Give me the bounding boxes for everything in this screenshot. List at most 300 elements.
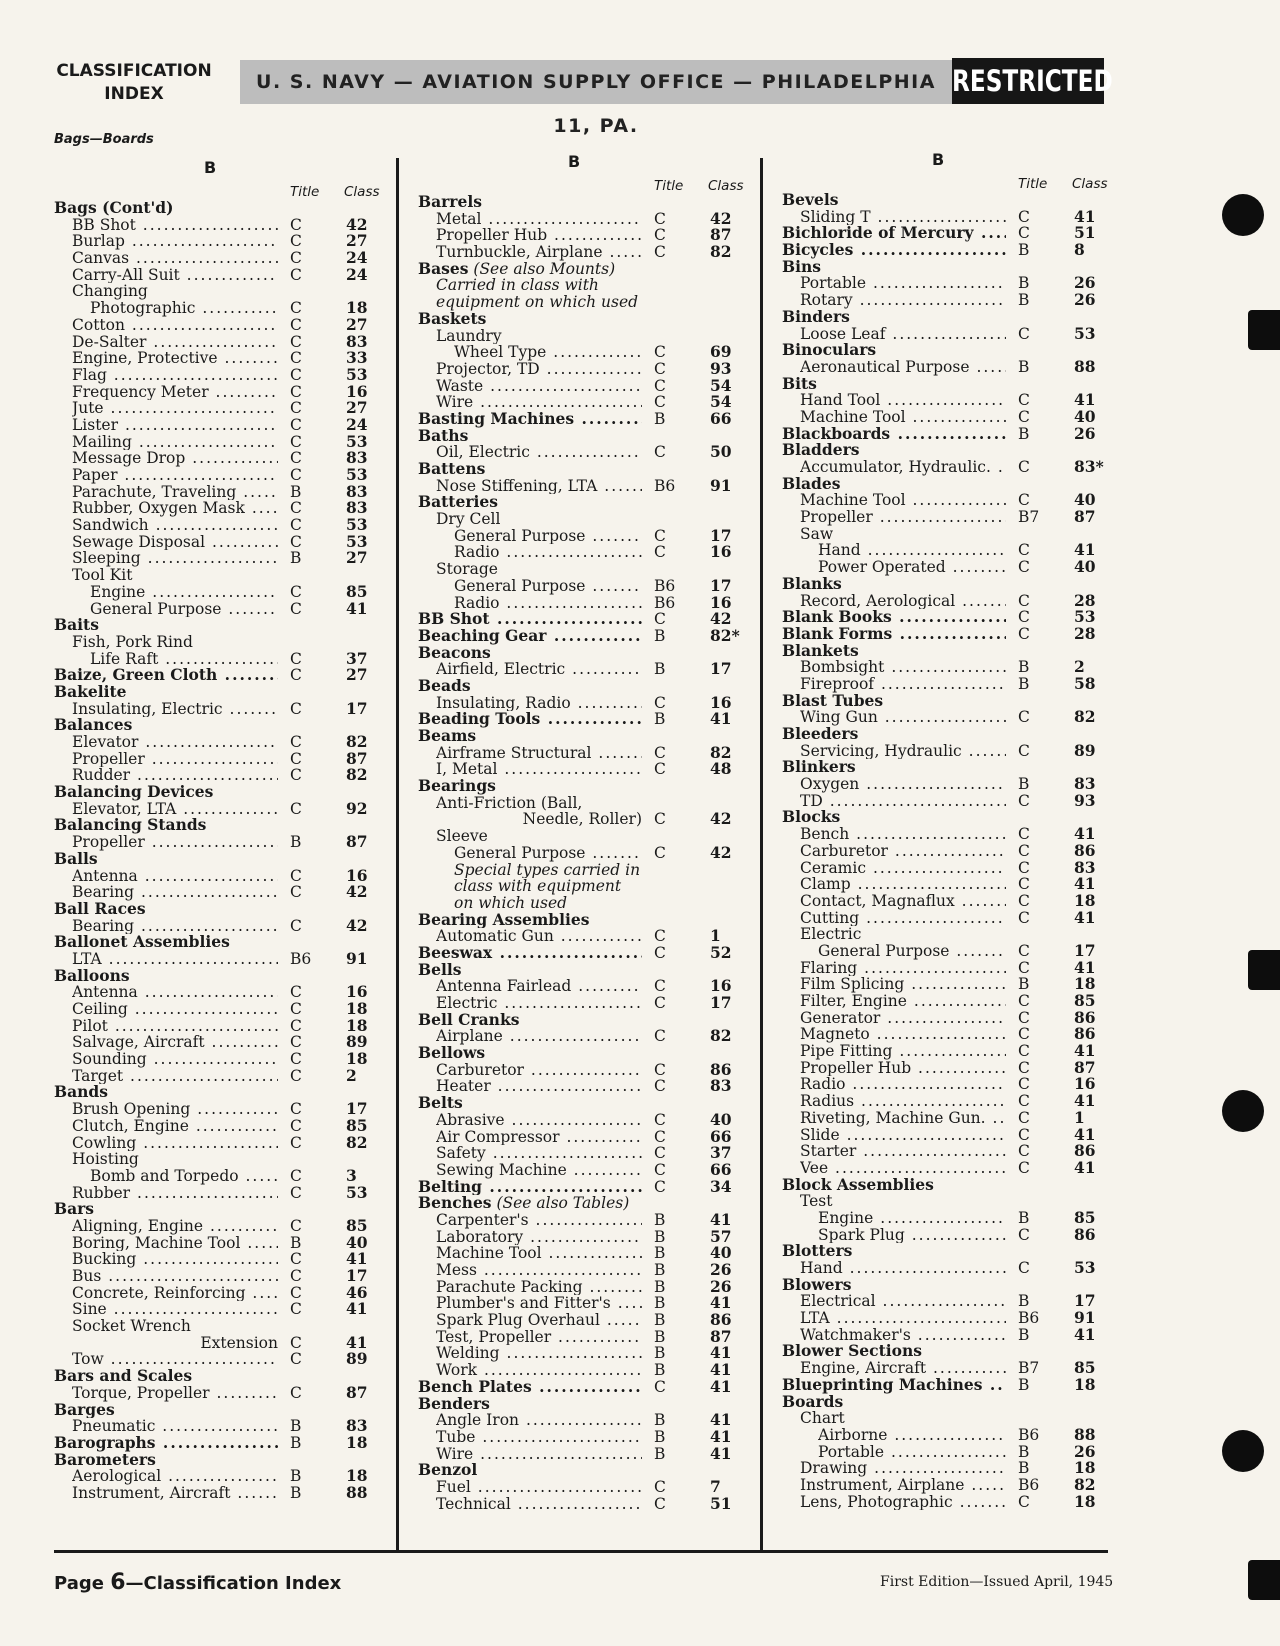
entry-name: [782, 726, 1112, 743]
column-letter: B: [204, 158, 217, 177]
entry-name: [72, 1018, 278, 1035]
entry-name: [72, 217, 278, 234]
entry-title-code: C: [1018, 891, 1030, 910]
entry-class-number: 27: [346, 548, 368, 568]
entry-text: equipment on which used: [436, 294, 639, 311]
entry-title-code: B: [290, 833, 302, 852]
entry-title-code: C: [290, 1250, 302, 1269]
entry-title-code: C: [1018, 1058, 1030, 1077]
entry-text: Accumulator, Hydraulic.: [800, 459, 991, 476]
entry-title-code: B: [654, 1311, 666, 1330]
entry-text: Elevator: [72, 734, 139, 751]
entry-text: Baths: [418, 427, 469, 445]
entry-name: [436, 444, 642, 461]
entry-text: Barometers: [54, 1451, 156, 1469]
entry-class-number: 54: [710, 392, 732, 412]
binder-notch: [1248, 1560, 1280, 1600]
entry-text: Beading Tools: [418, 711, 541, 729]
entry-class-number: 24: [346, 264, 368, 284]
entry-class-number: 40: [1074, 557, 1096, 577]
entry-text: Dry Cell: [436, 511, 501, 528]
entry-text: Chart: [800, 1410, 845, 1427]
entry-text: Pilot: [72, 1017, 108, 1035]
entry-text: Clamp: [800, 876, 851, 893]
entry-title-code: C: [290, 1183, 302, 1202]
entry-class-number: 92: [346, 798, 368, 818]
entry-text: Bars: [54, 1201, 95, 1218]
entry-title-code: C: [654, 977, 666, 996]
entry-title-code: C: [654, 760, 666, 779]
entry-class-number: 41: [346, 1299, 368, 1319]
entry-class-number: 87: [710, 225, 732, 245]
entry-text: Insulating, Radio: [436, 694, 571, 712]
entry-text: Insulating, Electric: [72, 700, 223, 718]
entry-name: [454, 845, 642, 862]
entry-text: Waste: [436, 377, 484, 395]
entry-text: Balancing Stands: [54, 817, 207, 835]
entry-class-number: 50: [710, 442, 732, 462]
entry-name: [418, 1012, 748, 1029]
entry-text: BB Shot: [418, 611, 490, 628]
entry-title-code: C: [290, 365, 302, 384]
entry-name: [436, 244, 642, 261]
entry-name: [72, 334, 278, 351]
entry-class-number: 53: [346, 431, 368, 451]
entry-class-number: 85: [346, 1215, 368, 1235]
entry-text: Salvage, Aircraft: [72, 1034, 205, 1052]
page-word: Page: [54, 1573, 104, 1594]
index-heading: [48, 60, 220, 106]
entry-title-code: B: [290, 482, 302, 501]
entry-text: Boring, Machine Tool: [72, 1234, 241, 1252]
entry-class-number: 17: [710, 993, 732, 1012]
entry-name: [454, 544, 642, 561]
entry-name: [436, 695, 642, 712]
entry-class-number: 26: [710, 1260, 732, 1279]
entry-name: [72, 1418, 278, 1435]
entry-name: [800, 593, 1006, 610]
entry-text: Cutting: [800, 909, 860, 927]
entry-title-code: C: [1018, 407, 1030, 426]
entry-text: Electric: [436, 995, 498, 1012]
entry-text: Barrels: [418, 194, 482, 211]
entry-text: Sandwich: [72, 517, 149, 534]
entry-name: [90, 651, 278, 668]
entry-name: [72, 1485, 278, 1502]
entry-class-number: 16: [710, 692, 732, 712]
entry-name: [800, 743, 1006, 760]
entry-title-code: C: [654, 1110, 666, 1129]
entry-title-code: C: [654, 243, 666, 262]
entry-class-number: 83: [1074, 857, 1096, 877]
entry-name: [418, 428, 748, 445]
entry-name: [72, 801, 278, 818]
entry-name: [72, 701, 278, 718]
entry-name: [72, 1301, 278, 1318]
entry-title-code: C: [654, 1077, 666, 1096]
entry-title-code: C: [290, 1300, 302, 1319]
entry-class-number: 18: [346, 1432, 368, 1452]
entry-text: Socket Wrench: [72, 1318, 191, 1335]
entry-text: Riveting, Machine Gun.: [800, 1109, 986, 1127]
entry-text: Sewing Machine: [436, 1161, 567, 1179]
entry-text: Instrument, Aircraft: [72, 1484, 231, 1502]
entry-class-number: 18: [1074, 974, 1096, 994]
entry-name: [72, 384, 278, 401]
entry-title-code: B6: [290, 949, 312, 968]
entry-class-number: 24: [346, 414, 368, 434]
entry-title-code: C: [290, 499, 302, 518]
entry-class-number: 83: [346, 1416, 368, 1436]
entry-title-code: C: [290, 516, 302, 535]
entry-class-number: 53: [1074, 1258, 1096, 1277]
entry-class-number: 41: [1074, 957, 1096, 977]
entry-title-code: C: [1018, 941, 1030, 960]
entry-text: Beams: [418, 728, 477, 745]
entry-text: Starter: [800, 1143, 857, 1160]
entry-text: Bladders: [782, 442, 860, 460]
entry-text: Life Raft: [90, 650, 159, 668]
entry-name: [436, 561, 748, 578]
entry-title-code: B: [1018, 1442, 1030, 1461]
entry-title-code: C: [290, 916, 302, 935]
entry-text: Aligning, Engine: [72, 1217, 204, 1235]
entry-class-number: 86: [710, 1310, 732, 1330]
entry-title-code: C: [1018, 1042, 1030, 1061]
entry-text: Spark Plug Overhaul: [436, 1312, 600, 1329]
entry-class-number: 83*: [1074, 457, 1104, 476]
entry-text: Brush Opening: [72, 1101, 191, 1118]
entry-text: Bevels: [782, 192, 839, 209]
entry-text: Loose Leaf: [800, 325, 886, 343]
entry-name: [72, 250, 278, 267]
entry-title-code: C: [654, 927, 666, 946]
entry-class-number: 41: [710, 1426, 732, 1446]
entry-text: Bearings: [418, 778, 496, 795]
entry-title-code: B: [1018, 975, 1030, 994]
entry-title-code: B: [654, 1411, 666, 1430]
entry-name: [454, 895, 748, 912]
entry-text: Sleeve: [436, 828, 488, 845]
entry-name: [72, 868, 278, 885]
entry-name: [800, 893, 1006, 910]
entry-title-code: B: [654, 626, 666, 645]
title-header: Title: [654, 178, 684, 194]
entry-name: [800, 1477, 1006, 1494]
entry-text: Radio: [454, 594, 500, 612]
entry-name: [818, 1427, 1006, 1444]
entry-name: [72, 367, 278, 384]
entry-text: Ball Races: [54, 900, 146, 918]
entry-title-code: C: [290, 299, 302, 318]
entry-text: Test: [800, 1193, 833, 1210]
entry-class-number: 57: [710, 1226, 732, 1246]
entry-name: [436, 378, 642, 395]
entry-class-number: 26: [1074, 290, 1096, 310]
entry-text: Bench: [800, 826, 850, 843]
entry-name: [54, 684, 384, 701]
entry-title-code: C: [290, 1283, 302, 1302]
entry-title-code: C: [290, 232, 302, 251]
entry-title-code: C: [654, 393, 666, 412]
entry-class-number: 42: [346, 214, 368, 234]
entry-name: [782, 225, 1006, 242]
entry-title-code: B: [1018, 1375, 1030, 1394]
entry-text: Pneumatic: [72, 1418, 156, 1435]
entry-text: Beeswax: [418, 944, 493, 962]
entry-text: Carried in class with: [436, 277, 599, 295]
entry-class-number: 41: [710, 1209, 732, 1229]
entry-name: [800, 326, 1006, 343]
entry-text: Hoisting: [72, 1151, 139, 1168]
entry-text: Filter, Engine: [800, 993, 907, 1010]
entry-name: [418, 1195, 748, 1212]
entry-title-code: C: [290, 249, 302, 268]
entry-class-number: 7: [710, 1476, 721, 1496]
entry-text: Belts: [418, 1095, 463, 1112]
entry-text: Slide: [800, 1126, 840, 1144]
entry-text: Blueprinting Machines: [782, 1376, 983, 1394]
entry-name: [436, 227, 642, 244]
entry-name: [90, 300, 278, 317]
entry-text: Vee: [800, 1159, 829, 1177]
entry-text: Carpenter's: [436, 1211, 529, 1229]
entry-name: [800, 1360, 1006, 1377]
entry-text: Bus: [72, 1268, 102, 1285]
entry-text: Instrument, Airplane: [800, 1476, 965, 1494]
entry-name: [436, 661, 642, 678]
entry-title-code: B6: [654, 593, 676, 612]
entry-name: [454, 528, 642, 545]
entry-text: Anti-Friction (Ball,: [436, 794, 583, 812]
entry-name: [418, 1396, 748, 1413]
entry-name: [782, 1277, 1112, 1294]
entry-class-number: 40: [710, 1243, 732, 1263]
entry-title-code: C: [290, 1216, 302, 1235]
entry-title-code: B6: [1018, 1475, 1040, 1494]
entry-name: [436, 1412, 642, 1429]
cross-reference: (See also Mounts): [468, 260, 616, 278]
entry-class-number: 53: [346, 531, 368, 551]
entry-name: [72, 550, 278, 567]
agency-banner: U. S. NAVY — AVIATION SUPPLY OFFICE — PHILADELPHIA 11, PA.: [240, 60, 952, 104]
entry-class-number: 18: [346, 1049, 368, 1069]
entry-name: [418, 461, 748, 478]
entry-title-code: B: [654, 710, 666, 729]
entry-text: Boards: [782, 1393, 844, 1411]
entry-name: [90, 1168, 278, 1185]
entry-text: Electric: [800, 926, 862, 943]
entry-name: [418, 728, 748, 745]
entry-text: Aerological: [72, 1468, 162, 1485]
entry-text: Benches: [418, 1195, 492, 1212]
entry-name: [436, 1446, 642, 1463]
binder-hole: [1222, 194, 1264, 236]
entry-name: [800, 776, 1006, 793]
entry-title-code: C: [1018, 1225, 1030, 1244]
entry-title-code: C: [1018, 491, 1030, 510]
entry-name: [454, 344, 642, 361]
entry-class-number: 26: [1074, 423, 1096, 443]
entry-text: Parachute Packing: [436, 1278, 583, 1296]
entry-name: [72, 517, 278, 534]
entry-text: Laundry: [436, 327, 502, 345]
entry-text: Torque, Propeller: [72, 1384, 210, 1402]
entry-text: Propeller: [72, 750, 145, 768]
entry-text: Changing: [72, 283, 148, 301]
entry-text: Blinkers: [782, 759, 856, 777]
entry-text: Paper: [72, 467, 118, 484]
entry-name: [818, 559, 1006, 576]
entry-title-code: C: [1018, 1025, 1030, 1044]
entry-class-number: 16: [710, 592, 732, 612]
entry-class-number: 1: [710, 926, 721, 946]
entry-title-code: B: [290, 1483, 302, 1502]
entry-title-code: C: [290, 699, 302, 718]
entry-title-code: B: [1018, 241, 1030, 260]
entry-name: [72, 417, 278, 434]
entry-title-code: B: [1018, 775, 1030, 794]
entry-text: Hand: [818, 542, 861, 560]
entry-class-number: 85: [1074, 1358, 1096, 1378]
entry-name: [72, 1068, 278, 1085]
entry-class-number: 41: [1074, 206, 1096, 226]
entry-text: Power Operated: [818, 559, 946, 576]
entry-class-number: 93: [1074, 790, 1096, 810]
entry-name: [800, 1010, 1006, 1027]
entry-name: [436, 294, 748, 311]
entry-text: Carry-All Suit: [72, 266, 180, 284]
entry-name: [54, 667, 278, 684]
entry-class-number: 18: [1074, 1374, 1096, 1394]
entry-name: [436, 361, 642, 378]
entry-name: [418, 411, 642, 428]
entry-title-code: B: [654, 1361, 666, 1380]
entry-class-number: 83: [346, 498, 368, 518]
entry-text: Aeronautical Purpose: [800, 358, 970, 376]
entry-class-number: 28: [1074, 623, 1096, 643]
entry-title-code: C: [290, 1166, 302, 1185]
entry-class-number: 42: [710, 609, 732, 629]
entry-text: Elevator, LTA: [72, 800, 177, 818]
entry-text: Airplane: [436, 1028, 503, 1046]
entry-text: Lens, Photographic: [800, 1493, 953, 1511]
page-num: 6: [110, 1570, 126, 1595]
entry-name: [436, 211, 642, 228]
entry-text: Lister: [72, 416, 119, 434]
entry-name: [800, 526, 1112, 543]
entry-name: [72, 233, 278, 250]
entry-name: [436, 1345, 642, 1362]
entry-name: [436, 1162, 642, 1179]
entry-text: Air Compressor: [436, 1128, 560, 1146]
column-divider-1: [396, 158, 399, 1550]
entry-class-number: 91: [1074, 1308, 1096, 1328]
entry-text: Test, Propeller: [436, 1328, 552, 1346]
entry-title-code: C: [654, 1494, 666, 1513]
entry-text: Bellows: [418, 1045, 486, 1062]
entry-title-code: C: [654, 1160, 666, 1179]
entry-text: Rubber: [72, 1184, 131, 1202]
entry-class-number: 16: [346, 982, 368, 1002]
entry-text: Portable: [800, 275, 867, 293]
entry-name: [800, 1043, 1006, 1060]
entry-class-number: 86: [710, 1059, 732, 1079]
entry-text: Bombsight: [800, 659, 885, 676]
entry-name: [800, 993, 1006, 1010]
entry-name: [436, 1112, 642, 1129]
entry-class-number: 18: [346, 1466, 368, 1486]
entry-text: Blocks: [782, 809, 841, 827]
entry-title-code: C: [1018, 1158, 1030, 1177]
entry-name: [72, 918, 278, 935]
entry-text: Abrasive: [436, 1111, 505, 1129]
page-range: Bags—Boards: [54, 132, 154, 147]
entry-name: [436, 1062, 642, 1079]
entry-name: [72, 500, 278, 517]
entry-text: Rudder: [72, 767, 131, 785]
entry-name: [72, 1118, 278, 1135]
entry-text: Welding: [436, 1345, 500, 1363]
entry-title-code: C: [1018, 224, 1030, 243]
entry-class-number: 83: [710, 1076, 732, 1096]
entry-text: Burlap: [72, 233, 125, 251]
entry-name: [94, 1335, 278, 1352]
entry-text: Blowers: [782, 1276, 852, 1294]
entry-name: [54, 968, 384, 985]
entry-text: Blower Sections: [782, 1343, 922, 1361]
entry-class-number: 87: [346, 832, 368, 852]
entry-text: Canvas: [72, 250, 130, 267]
entry-text: Sounding: [72, 1051, 147, 1068]
entry-text: General Purpose: [90, 600, 222, 618]
entry-title-code: B: [1018, 1208, 1030, 1227]
entry-text: Cotton: [72, 316, 125, 334]
entry-name: [418, 311, 748, 328]
entry-name: [54, 1402, 384, 1419]
entry-title-code: C: [654, 543, 666, 562]
entry-text: Wheel Type: [454, 344, 547, 361]
entry-title-code: C: [290, 466, 302, 484]
footer-rule: [54, 1550, 1108, 1553]
entry-title-code: C: [1018, 1142, 1030, 1161]
entry-class-number: 41: [710, 1293, 732, 1313]
entry-class-number: 18: [1074, 1458, 1096, 1478]
entry-name: [72, 350, 278, 367]
entry-name: [800, 676, 1006, 693]
entry-text: Nose Stiffening, LTA: [436, 477, 598, 495]
entry-text: Oil, Electric: [436, 444, 530, 462]
entry-title-code: B: [290, 1417, 302, 1436]
entry-name: [436, 795, 748, 812]
entry-text: Metal: [436, 210, 482, 228]
entry-text: Angle Iron: [436, 1412, 520, 1429]
entry-class-number: 46: [346, 1282, 368, 1302]
entry-name: [800, 509, 1006, 526]
entry-text: Record, Aerological: [800, 592, 956, 610]
entry-name: [72, 1051, 278, 1068]
entry-text: Bands: [54, 1084, 108, 1102]
entry-name: [418, 194, 748, 211]
entry-title-code: C: [290, 265, 302, 284]
entry-class-number: 24: [346, 248, 368, 268]
entry-class-number: 17: [346, 1099, 368, 1119]
entry-name: [436, 995, 642, 1012]
entry-text: on which used: [454, 894, 568, 912]
class-header: Class: [344, 184, 380, 200]
entry-class-number: 83: [346, 448, 368, 468]
entry-title-code: C: [290, 649, 302, 668]
